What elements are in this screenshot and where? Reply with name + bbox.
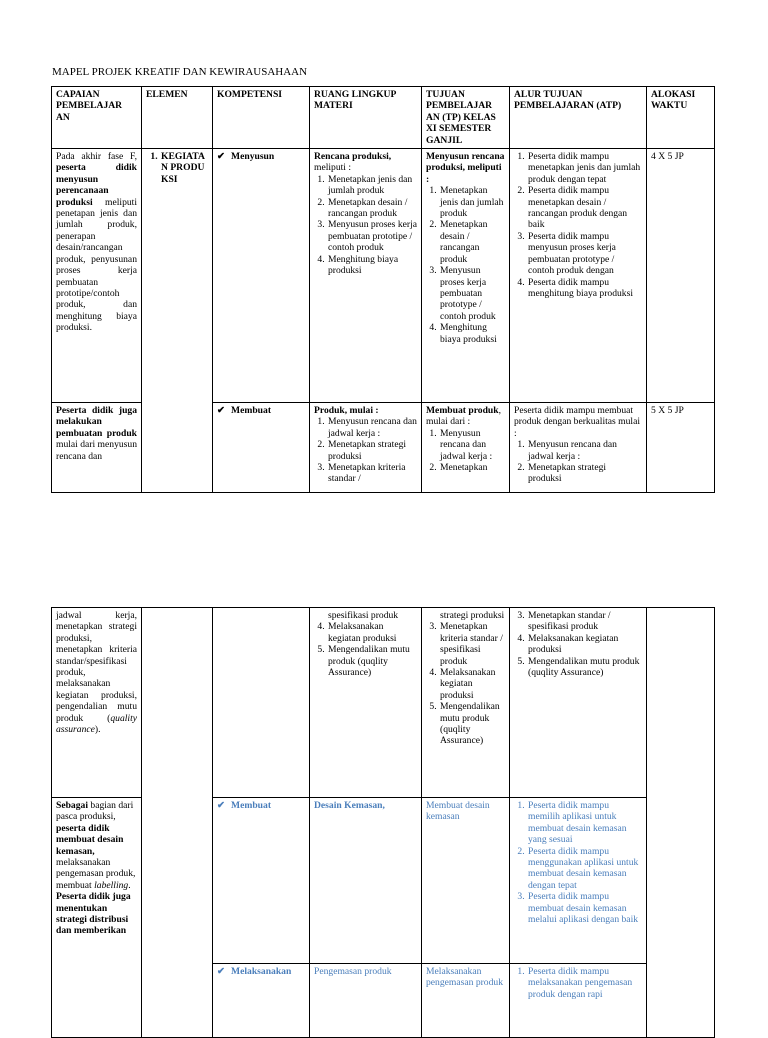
elemen-item: 1. KEGIATAN PRODUKSI: [160, 151, 208, 185]
materi-cell: Rencana produksi, meliputi : 1. Menetapkan jenis dan jumlah produk 2. Menetapkan desain / rancangan produk 3. Menyusun proses kerja pembuatan prototipe / contoh produk 4. Menghitung biaya produksi: [310, 149, 422, 403]
atp-cell: [510, 964, 647, 1038]
list-item: 1. Menetapkan jenis dan jumlah produk: [439, 185, 505, 219]
capaian-cell: Pada akhir fase F, peserta didik menyusun perencanaan produksi meliputi penetapan jenis dan jumlah produk, penerapan desain/rancangan produk, penyusunan proses kerja pembuatan prototipe/contoh produk, dan menghitung biaya produksi.: [52, 149, 142, 403]
elemen-cell: [142, 149, 213, 493]
header-capaian: CAPAIAN PEMBELAJAR AN: [52, 87, 142, 149]
list-item: 2. Menetapkan desain / rancangan produk: [439, 219, 505, 265]
list-item: 2. Menetapkan: [439, 462, 505, 473]
list-item: 1. Menetapkan jenis dan jumlah produk: [327, 174, 417, 197]
list-item: 1. Peserta didik mampu melaksanakan pengemasan produk dengan rapi: [527, 966, 642, 1000]
list-item: 4. Melaksanakan kegiatan produksi: [439, 667, 505, 701]
list-item: 1. Menyusun rencana dan jadwal kerja :: [439, 428, 505, 462]
kompetensi-cell: ✔ Melaksanakan: [213, 964, 310, 1038]
header-row: [52, 87, 715, 149]
list-item: 3. Menetapkan standar / spesifikasi produk: [527, 610, 642, 633]
alokasi-cell: [647, 608, 715, 1038]
kompetensi-cell: ✔ Menyusun: [213, 149, 310, 403]
list-item: 3. Menetapkan kriteria standar /: [327, 462, 417, 485]
list-item: 4. Melaksanakan kegiatan produksi: [527, 633, 642, 656]
list-item: 5. Mengendalikan mutu produk (quqlity Assurance): [327, 644, 417, 678]
list-item: 3. Menyusun proses kerja pembuatan prototipe / contoh produk: [327, 219, 417, 253]
list-item: 3. Peserta didik mampu menyusun proses kerja pembuatan prototype / contoh produk dengan: [527, 231, 642, 277]
tujuan-cell: strategi produksi 3. Menetapkan kriteria standar / spesifikasi produk 4. Melaksanakan kegiatan produksi 5. Mengendalikan mutu produk (quqlity Assurance): [422, 608, 510, 798]
kompetensi-cell: ✔ Membuat: [213, 798, 310, 964]
list-item: 4. Menghitung biaya produksi: [327, 254, 417, 277]
alokasi-cell: 5 X 5 JP: [647, 403, 715, 493]
atp-cell: Peserta didik mampu membuat produk dengan berkualitas mulai : 1. Menyusun rencana dan jadwal kerja : 2. Menetapkan strategi produksi: [510, 403, 647, 493]
header-atp: ALUR TUJUAN PEMBELAJARAN (ATP): [510, 87, 647, 149]
list-item: 4. Menghitung biaya produksi: [439, 322, 505, 345]
kompetensi-cell: [213, 608, 310, 798]
kompetensi-cell: ✔ Membuat: [213, 403, 310, 493]
table-row: [52, 149, 715, 403]
list-item: 1. Peserta didik mampu menetapkan jenis dan jumlah produk dengan tepat: [527, 151, 642, 185]
capaian-cell: Sebagai bagian dari pasca produksi, peserta didik membuat desain kemasan, melaksanakan pengemasan produk, membuat labelling. Peserta didik juga menentukan strategi distribusi dan memberikan: [52, 798, 142, 1038]
header-ruang-lingkup: RUANG LINGKUP MATERI: [310, 87, 422, 149]
list-item: 1. Peserta didik mampu memilih aplikasi untuk membuat desain kemasan yang sesuai: [527, 800, 642, 846]
atp-cell: [510, 149, 647, 403]
list-item: 3. Peserta didik mampu membuat desain kemasan melalui aplikasi dengan baik: [527, 891, 642, 925]
atp-cell: [510, 608, 647, 798]
list-item: 2. Peserta didik mampu menetapkan desain / rancangan produk dengan baik: [527, 185, 642, 231]
tujuan-cell: Membuat desain kemasan: [422, 798, 510, 964]
capaian-cell: Peserta didik juga melakukan pembuatan produk mulai dari menyusun rencana dan: [52, 403, 142, 493]
list-item: 5. Mengendalikan mutu produk (quqlity Assurance): [439, 701, 505, 747]
tujuan-cell: Membuat produk, mulai dari : 1. Menyusun rencana dan jadwal kerja : 2. Menetapkan: [422, 403, 510, 493]
list-item: 2. Menetapkan strategi produksi: [527, 462, 642, 485]
header-kompetensi: KOMPETENSI: [213, 87, 310, 149]
materi-cell: Desain Kemasan,: [310, 798, 422, 964]
list-item: 2. Menetapkan desain / rancangan produk: [327, 197, 417, 220]
list-item: 3. Menetapkan kriteria standar / spesifikasi produk: [439, 621, 505, 667]
elemen-cell: [142, 608, 213, 1038]
list-item: 5. Mengendalikan mutu produk (quqlity Assurance): [527, 656, 642, 679]
list-item: 4. Melaksanakan kegiatan produksi: [327, 621, 417, 644]
alokasi-cell: 4 X 5 JP: [647, 149, 715, 403]
document-title: MAPEL PROJEK KREATIF DAN KEWIRAUSAHAAN: [52, 66, 308, 78]
header-elemen: ELEMEN: [142, 87, 213, 149]
materi-cell: Pengemasan produk: [310, 964, 422, 1038]
atp-cell: [510, 798, 647, 964]
curriculum-table-page-2: [51, 607, 715, 1038]
materi-cell: Produk, mulai : 1. Menyusun rencana dan jadwal kerja : 2. Menetapkan strategi produksi 3. Menetapkan kriteria standar /: [310, 403, 422, 493]
tujuan-cell: Melaksanakan pengemasan produk: [422, 964, 510, 1038]
capaian-cell: jadwal kerja, menetapkan strategi produksi, menetapkan kriteria standar/spesifikasi produk, melaksanakan kegiatan produksi, pengendalian mutu produk (quality assurance).: [52, 608, 142, 798]
list-item: 1. Menyusun rencana dan jadwal kerja :: [327, 416, 417, 439]
header-alokasi: ALOKASI WAKTU: [647, 87, 715, 149]
curriculum-table-page-1: [51, 86, 715, 493]
list-item: 4. Peserta didik mampu menghitung biaya produksi: [527, 277, 642, 300]
list-item: 2. Peserta didik mampu menggunakan aplikasi untuk membuat desain kemasan dengan tepat: [527, 846, 642, 892]
list-item: 3. Menyusun proses kerja pembuatan prototype / contoh produk: [439, 265, 505, 322]
tujuan-cell: Menyusun rencana produksi, meliputi : 1. Menetapkan jenis dan jumlah produk 2. Menetapkan desain / rancangan produk 3. Menyusun proses kerja pembuatan prototype / contoh produk 4. Menghitung biaya produksi: [422, 149, 510, 403]
materi-cell: spesifikasi produk 4. Melaksanakan kegiatan produksi 5. Mengendalikan mutu produk (quqlity Assurance): [310, 608, 422, 798]
table-row: [52, 608, 715, 798]
header-tujuan: TUJUAN PEMBELAJAR AN (TP) KELAS XI SEMESTER GANJIL: [422, 87, 510, 149]
list-item: 1. Menyusun rencana dan jadwal kerja :: [527, 439, 642, 462]
list-item: 2. Menetapkan strategi produksi: [327, 439, 417, 462]
